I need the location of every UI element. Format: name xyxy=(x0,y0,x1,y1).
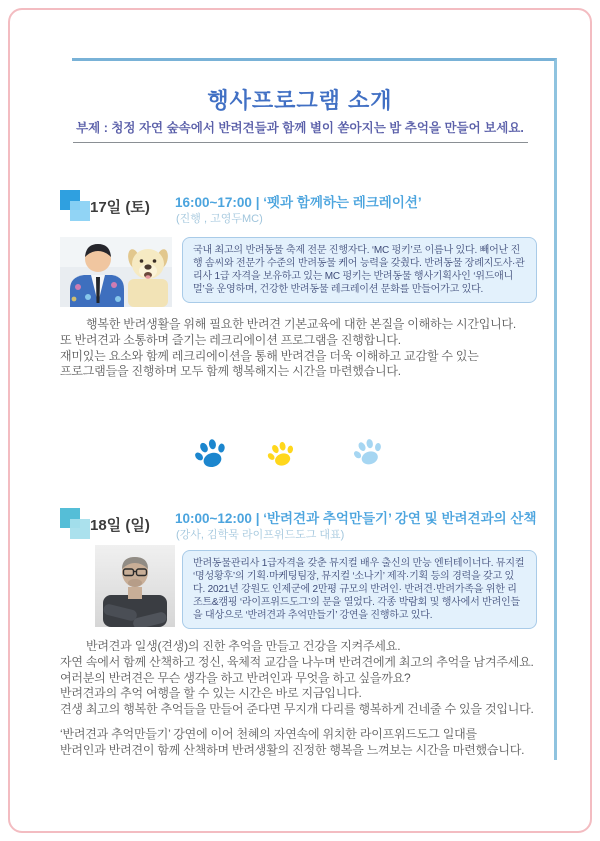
session1-date: 17일 (토) xyxy=(90,199,150,216)
session2-bio-text: 반려동물관리사 1급자격을 갖춘 뮤지컬 배우 출신의 만능 엔터테이너다. 뮤지컬 ‘명성황후’의 기획·마케팅팀장, 뮤지컬 ‘소나기’ 제작·기획 등의 경력을 갖고 있다. 2021년 강원도 인제군에 2만평 규모의 반려인· 반려견·반려가족을 위한 리조트&캠핑 ‘라이프위드도그’의 문을 열었다. 각종 박람회 및 행사에서 반려인들을 대상으로 ‘반려견과 추억만들기’ 강연을 진행하고 있다. xyxy=(193,558,525,621)
description-line: 재미있는 요소와 함께 레크리에이션을 통해 반려견을 더욱 이해하고 교감할 수 있는 xyxy=(60,348,479,363)
page-title: 행사프로그램 소개 xyxy=(207,88,393,113)
paw-print-icon xyxy=(348,433,387,472)
paw-print-icon xyxy=(262,436,299,473)
page-subtitle: 부제 : 청정 자연 숲속에서 반려견들과 함께 별이 쏟아지는 밤 추억을 만들어 보세요. xyxy=(76,121,524,135)
session1-description xyxy=(60,317,545,380)
session2-description xyxy=(60,639,545,718)
session2-schedule-title: 10:00~12:00 | ‘반려견과 추억만들기’ 강연 및 반려견과의 산책 xyxy=(175,511,537,526)
description-line: 자연 속에서 함께 산책하고 정신, 육체적 교감을 나누며 반려견에게 최고의 추억을 남겨주세요. xyxy=(60,654,534,669)
session2-date: 18일 (일) xyxy=(90,517,150,534)
session1-bio-text: 국내 최고의 반려동물 축제 전문 진행자다. ‘MC 펑키’로 이름나 있다. 빼어난 진행 솜씨와 전문가 수준의 반려동물 케어 능력을 갖췄다. 반려동물 장례지도사·관리사 1급 자격을 보유하고 있는 MC 펑키는 반려동물 행사기획사인 ‘위드애니멀’을 운영하며, 건강한 반려동물 레크레이션 문화를 만들어가고 있다. xyxy=(193,245,525,295)
description-line: 여러분의 반려견은 무슨 생각을 하고 반려인과 무엇을 하고 싶을까요? xyxy=(60,670,411,685)
session2-presenter: (강사, 김학묵 라이프위드도그 대표) xyxy=(176,529,345,541)
description-line: 프로그램들을 진행하며 모두 함께 행복해지는 시간을 마련했습니다. xyxy=(60,364,401,379)
session1-photo-mc-with-dog xyxy=(60,237,172,307)
description-line: 반려견과 일생(견생)의 진한 추억을 만들고 건강을 지켜주세요. xyxy=(86,639,401,653)
closing-line: ‘반려견과 추억만들기’ 강연에 이어 천혜의 자연속에 위치한 라이프위드도그 일대를 xyxy=(60,727,477,741)
session2-photo-portrait xyxy=(95,545,175,627)
session1-presenter: (진행 , 고영두MC) xyxy=(176,213,263,225)
session2-bio-box xyxy=(182,550,537,629)
description-line: 행복한 반려생활을 위해 필요한 반려견 기본교육에 대한 본질을 이해하는 시간입니다. xyxy=(86,317,517,331)
header-divider xyxy=(73,142,528,143)
description-line: 견생 최고의 행복한 추억들을 만들어 준다면 무지개 다리를 행복하게 건네줄 수 있을 것입니다. xyxy=(60,702,534,717)
session1-schedule-title: 16:00~17:00 | ‘펫과 함께하는 레크레이션’ xyxy=(175,195,422,210)
closing-line: 반려인과 반려견이 함께 산책하며 반려생활의 진정한 행복을 느껴보는 시간을 마련했습니다. xyxy=(60,742,525,757)
description-line: 반려견과의 추억 여행을 할 수 있는 시간은 바로 지금입니다. xyxy=(60,686,362,701)
session1-bio-box xyxy=(182,237,537,303)
session2-square-front-icon xyxy=(70,519,90,539)
description-line: 또 반려견과 소통하며 즐기는 레크리에이션 프로그램을 진행합니다. xyxy=(60,332,401,347)
session2-closing xyxy=(60,727,545,759)
session1-square-front-icon xyxy=(70,201,90,221)
paw-print-icon xyxy=(189,433,232,476)
